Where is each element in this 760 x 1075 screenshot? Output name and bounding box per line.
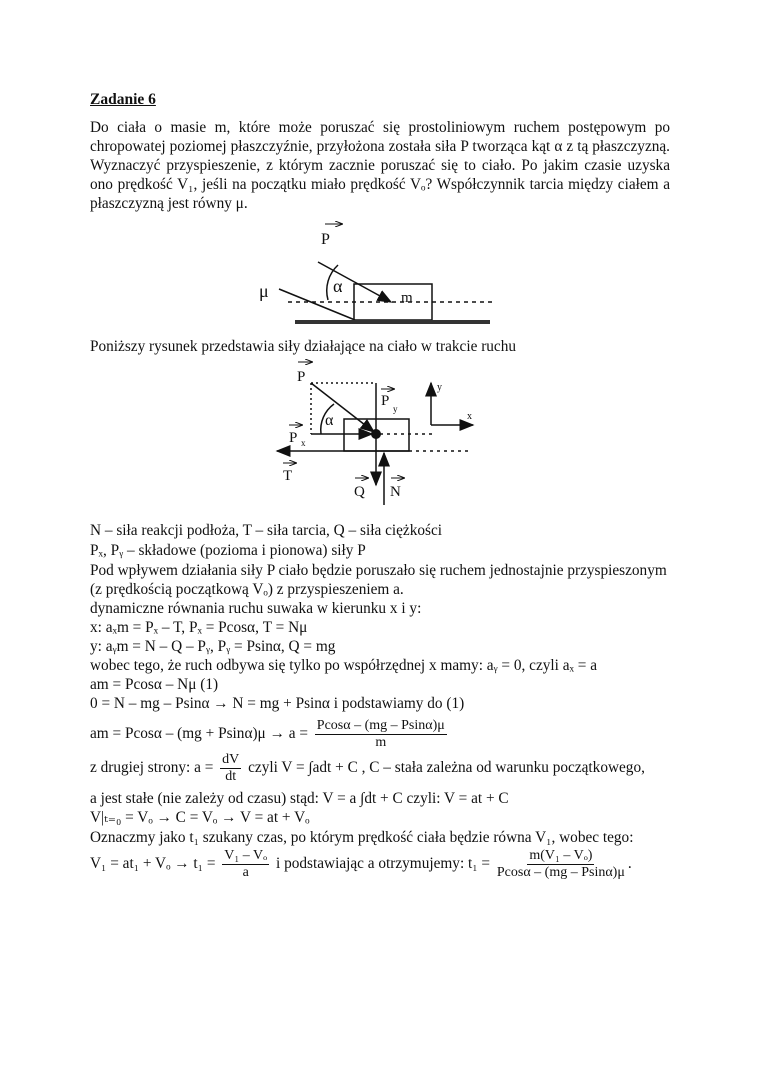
solution-line: x: aₓm = Pₓ – T, Pₓ = Pcosα, T = Nμ xyxy=(90,619,308,636)
solution-line: Pod wpływem działania siły P ciało będzie poruszało się ruchem jednostajnie przyspieszonym xyxy=(90,562,667,579)
equation-integral: a jest stałe (nie zależy od czasu) stąd: V = a ∫dt + C czyli: V = at + C xyxy=(90,790,509,807)
figure2-caption: Poniższy rysunek przedstawia siły działające na ciało w trakcie ruchu xyxy=(90,338,517,355)
figure-block-on-plane xyxy=(259,224,492,324)
equation-time xyxy=(90,848,632,881)
mass-m-label: m xyxy=(401,290,413,306)
fraction xyxy=(497,848,625,881)
solution-line: am = Pcosα – Nμ (1) xyxy=(90,676,219,693)
numerator: m(V₁ – Vₒ) xyxy=(529,848,593,863)
solution-line: y: aᵧm = N – Q – Pᵧ, Pᵧ = Psinα, Q = mg xyxy=(90,638,336,655)
denominator: dt xyxy=(225,769,237,784)
axis-y-label: y xyxy=(437,382,442,393)
axis-x-label: x xyxy=(467,411,472,422)
angle-alpha-label: α xyxy=(333,276,343,296)
equation-initial-condition: V|ₜ₌₀ = Vₒ → C = Vₒ → V = at + Vₒ xyxy=(90,809,310,826)
solution-line: Pₓ, Pᵧ – składowe (pozioma i pionowa) siły P xyxy=(90,542,366,559)
eq-pre: V₁ = at₁ + Vₒ → t₁ = xyxy=(90,855,216,873)
force-p-label: P xyxy=(321,231,330,248)
denominator: Pcosα – (mg – Psinα)μ xyxy=(496,865,625,880)
eq-mid: i podstawiając a otrzymujemy: t₁ = xyxy=(276,855,491,873)
fraction xyxy=(220,752,241,785)
denominator: m xyxy=(375,735,387,750)
numerator: V₁ – Vₒ xyxy=(224,848,268,863)
eq-pre: z drugiej strony: a = xyxy=(90,759,214,777)
solution-line: (z prędkością początkową Vₒ) z przyspieszeniem a. xyxy=(90,581,404,598)
solution-line: Oznaczmy jako t₁ szukany czas, po którym prędkość ciała będzie równa V₁, wobec tego: xyxy=(90,829,634,846)
solution-line: dynamiczne równania ruchu suwaka w kierunku x i y: xyxy=(90,600,422,617)
denominator: a xyxy=(242,865,249,880)
py-subscript: y xyxy=(393,404,398,414)
solution-line: 0 = N – mg – Psinα → N = mg + Psinα i podstawiamy do (1) xyxy=(90,695,465,712)
fraction xyxy=(315,718,447,751)
solution-line: N – siła reakcji podłoża, T – siła tarcia, Q – siła ciężkości xyxy=(90,522,443,539)
numerator: Pcosα – (mg – Psinα)μ xyxy=(316,718,445,733)
px-subscript: x xyxy=(301,438,306,448)
py-label: P xyxy=(381,393,390,409)
fraction xyxy=(222,848,269,881)
t-label: T xyxy=(283,468,293,484)
numerator: dV xyxy=(222,752,240,767)
task-title: Zadanie 6 xyxy=(90,91,156,108)
equation-derivative xyxy=(90,752,645,785)
figure-force-diagram xyxy=(277,362,473,505)
friction-mu-label: μ xyxy=(259,281,269,301)
problem-statement: Do ciała o masie m, które może poruszać się prostoliniowym ruchem postępowym po chropowatej poziomej płaszczyźnie, przyłożona została siła P tworząca kąt α z tą płaszczyzną. Wyznaczyć przyspieszenie, z którym zacznie poruszać się to ciało. Po jakim czasie uzyska ono prędkość V₁, jeśli na początku miało prędkość Vₒ? Współczynnik tarcia między ciałem a płaszczyzną jest równy μ. xyxy=(90,119,670,212)
n-label: N xyxy=(390,484,401,500)
eq-post: czyli V = ∫adt + C , C – stała zależna od warunku początkowego, xyxy=(248,759,645,777)
px-label: P xyxy=(289,430,298,446)
eq-end: . xyxy=(627,855,632,873)
eq-left: am = Pcosα – (mg + Psinα)μ → a = xyxy=(90,725,308,743)
q-label: Q xyxy=(354,484,365,500)
p-label: P xyxy=(297,369,306,385)
solution-line: wobec tego, że ruch odbywa się tylko po współrzędnej x mamy: aᵧ = 0, czyli aₓ = a xyxy=(90,657,598,674)
alpha-label: α xyxy=(325,412,334,429)
equation-acceleration xyxy=(90,718,450,751)
